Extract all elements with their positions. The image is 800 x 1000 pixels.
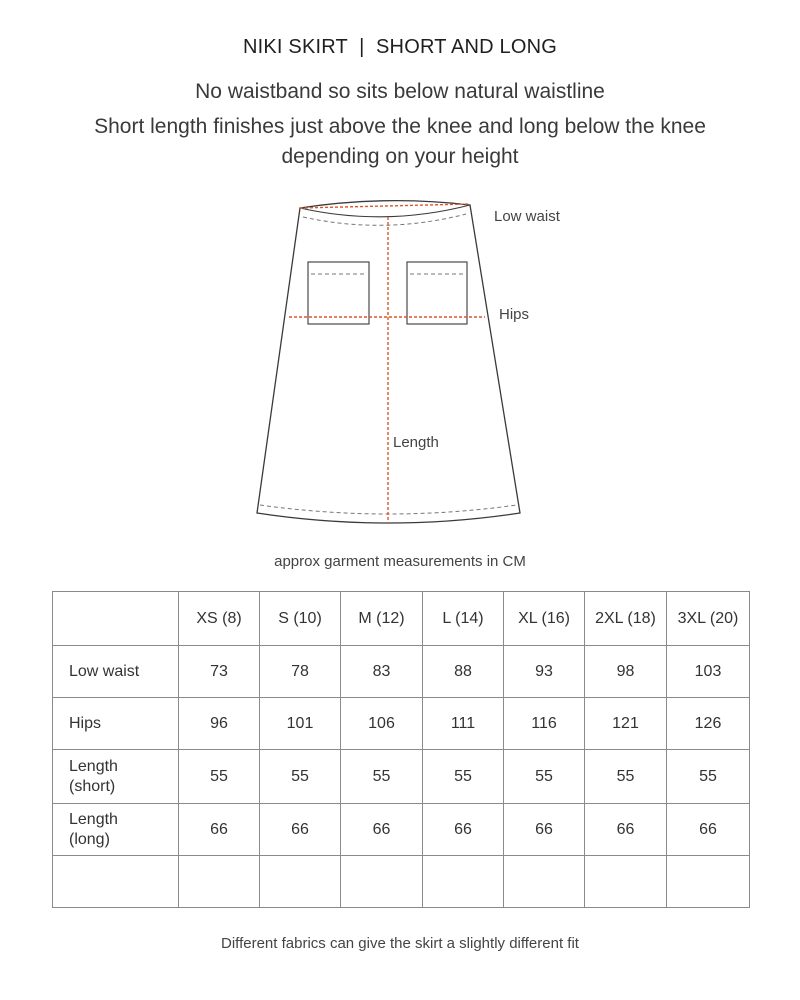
subtitle-length-line-2: depending on your height: [281, 145, 519, 168]
pocket-right: [407, 262, 467, 324]
table-cell: 93: [504, 646, 585, 698]
measurements-caption: approx garment measurements in CM: [274, 553, 526, 570]
table-row: [53, 804, 750, 856]
table-cell: 55: [585, 750, 667, 804]
empty-cell: [260, 856, 341, 908]
table-cell: 66: [179, 804, 260, 856]
row-label-low-waist: Low waist: [53, 646, 179, 698]
table-cell: 55: [341, 750, 423, 804]
empty-cell: [504, 856, 585, 908]
size-header-cell: 3XL (20): [667, 592, 750, 646]
table-cell: 66: [341, 804, 423, 856]
row-label-length-long: Length (long): [53, 804, 179, 856]
table-cell: 121: [585, 698, 667, 750]
empty-cell: [423, 856, 504, 908]
table-cell: 55: [423, 750, 504, 804]
table-cell: 126: [667, 698, 750, 750]
table-cell: 101: [260, 698, 341, 750]
table-cell: 66: [667, 804, 750, 856]
empty-cell: [179, 856, 260, 908]
table-row: [53, 646, 750, 698]
fit-note: Different fabrics can give the skirt a slightly different fit: [221, 935, 579, 952]
size-chart-table: [52, 591, 750, 908]
empty-cell: [53, 856, 179, 908]
table-cell: 66: [504, 804, 585, 856]
table-cell: 83: [341, 646, 423, 698]
table-cell: 55: [667, 750, 750, 804]
size-header-cell: 2XL (18): [585, 592, 667, 646]
size-header-cell: XS (8): [179, 592, 260, 646]
table-cell: 103: [667, 646, 750, 698]
skirt-diagram: [0, 195, 800, 535]
table-header-row: [53, 592, 750, 646]
row-label-length-short: Length (short): [53, 750, 179, 804]
table-cell: 55: [260, 750, 341, 804]
subtitle-length-line-1: Short length finishes just above the knee and long below the knee: [94, 115, 706, 138]
table-cell: 66: [585, 804, 667, 856]
pocket-left: [308, 262, 369, 324]
table-cell: 116: [504, 698, 585, 750]
empty-cell: [341, 856, 423, 908]
table-cell: 98: [585, 646, 667, 698]
page-title: NIKI SKIRT | SHORT AND LONG: [242, 36, 558, 58]
waist-stitch: [303, 214, 466, 225]
table-cell: 78: [260, 646, 341, 698]
table-cell: 88: [423, 646, 504, 698]
table-cell: 111: [423, 698, 504, 750]
subtitle-waistband: No waistband so sits below natural waistline: [195, 80, 605, 103]
table-cell: 106: [341, 698, 423, 750]
table-cell: 66: [423, 804, 504, 856]
size-header-cell: S (10): [260, 592, 341, 646]
table-row: [53, 750, 750, 804]
table-cell: 73: [179, 646, 260, 698]
table-cell: 66: [260, 804, 341, 856]
label-hips: Hips: [499, 306, 530, 323]
size-header-cell: M (12): [341, 592, 423, 646]
table-row-empty: [53, 856, 750, 908]
header-corner-cell: [53, 592, 179, 646]
label-low-waist: Low waist: [494, 208, 560, 225]
table-row: [53, 698, 750, 750]
size-header-cell: L (14): [423, 592, 504, 646]
empty-cell: [585, 856, 667, 908]
table-cell: 96: [179, 698, 260, 750]
table-cell: 55: [179, 750, 260, 804]
empty-cell: [667, 856, 750, 908]
label-length: Length: [393, 434, 439, 451]
subtitle-length: [0, 112, 800, 172]
row-label-hips: Hips: [53, 698, 179, 750]
size-header-cell: XL (16): [504, 592, 585, 646]
table-cell: 55: [504, 750, 585, 804]
